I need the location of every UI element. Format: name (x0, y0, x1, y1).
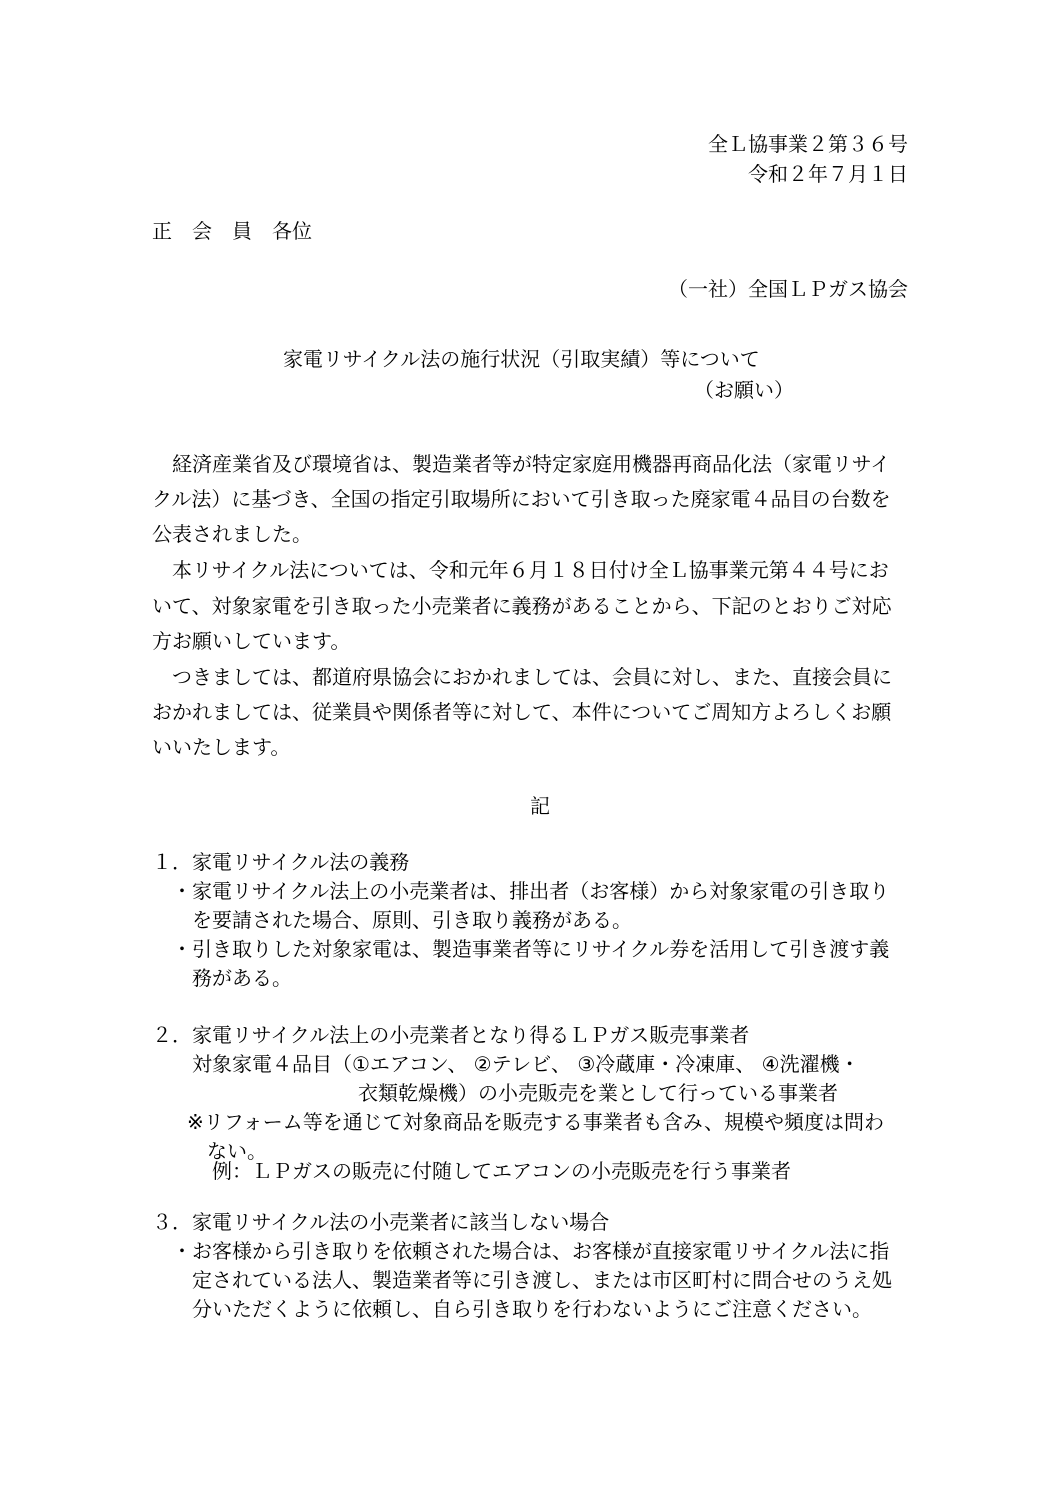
bullet-line: 分いただくように依頼し、自ら引き取りを行わないようにご注意ください。 (192, 1297, 872, 1321)
body-line: いいたします。 (152, 735, 291, 759)
bullet-line: ・お客様から引き取りを依頼された場合は、お客様が直接家電リサイクル法に指 (172, 1239, 890, 1263)
document-number: 全Ｌ協事業２第３６号 (708, 132, 908, 156)
body-line: 公表されました。 (152, 522, 312, 546)
note-line: ※リフォーム等を通じて対象商品を販売する事業者も含み、規模や頻度は問わ (187, 1110, 884, 1134)
section-heading: １．家電リサイクル法の義務 (152, 850, 410, 874)
body-line: 本リサイクル法については、令和元年６月１８日付け全Ｌ協事業元第４４号にお (172, 558, 889, 582)
body-line: いて、対象家電を引き取った小売業者に義務があることから、下記のとおりご対応 (152, 594, 892, 618)
ki-heading: 記 (530, 794, 550, 818)
bullet-line: ・家電リサイクル法上の小売業者は、排出者（お客様）から対象家電の引き取り (172, 879, 890, 903)
bullet-line: 定されている法人、製造業者等に引き渡し、または市区町村に問合せのうえ処 (192, 1268, 892, 1292)
document-title: 家電リサイクル法の施行状況（引取実績）等について (283, 347, 760, 371)
section-heading: ３．家電リサイクル法の小売業者に該当しない場合 (152, 1210, 610, 1234)
example-line: 例：ＬＰガスの販売に付随してエアコンの小売販売を行う事業者 (212, 1159, 791, 1183)
document-date: 令和２年７月１日 (748, 162, 908, 186)
bullet-line: を要請された場合、原則、引き取り義務がある。 (192, 908, 632, 932)
section-line: 衣類乾燥機）の小売販売を業として行っている事業者 (358, 1081, 838, 1105)
body-line: 方お願いしています。 (152, 629, 351, 653)
addressee: 正 会 員 各位 (152, 219, 312, 243)
body-line: クル法）に基づき、全国の指定引取場所において引き取った廃家電４品目の台数を (152, 487, 891, 511)
body-line: おかれましては、従業員や関係者等に対して、本件についてご周知方よろしくお願 (152, 700, 892, 724)
section-heading: ２．家電リサイクル法上の小売業者となり得るＬＰガス販売事業者 (152, 1023, 750, 1047)
body-line: つきましては、都道府県協会におかれましては、会員に対し、また、直接会員に (172, 665, 892, 689)
sender: （一社）全国ＬＰガス協会 (668, 277, 908, 301)
note-line: ない。 (207, 1139, 267, 1163)
document-subtitle: （お願い） (694, 378, 794, 402)
bullet-line: 務がある。 (192, 966, 292, 990)
section-line: 対象家電４品目（①エアコン、 ②テレビ、 ③冷蔵庫・冷凍庫、 ④洗濯機・ (192, 1052, 860, 1076)
bullet-line: ・引き取りした対象家電は、製造事業者等にリサイクル券を活用して引き渡す義 (172, 937, 890, 961)
body-line: 経済産業省及び環境省は、製造業者等が特定家庭用機器再商品化法（家電リサイ (172, 452, 891, 476)
